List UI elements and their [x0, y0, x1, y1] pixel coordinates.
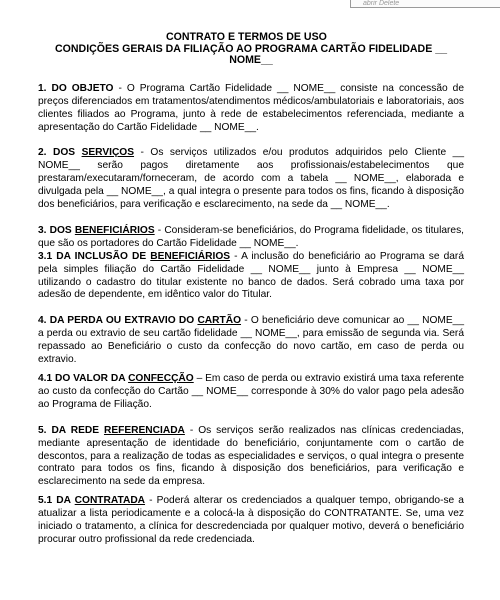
section-heading: 4. DA PERDA OU EXTRAVIO DO CARTÃO — [38, 315, 242, 327]
section-text: - Os serviços serão realizados nas clínicas credenciadas, mediante apresentação de identidade do beneficiário, conjuntamente com o cartão de descontos, para a realização de todas as especialidades e serviços, o qual integra o presente contrato para todos os fins, ficando à disposição dos beneficiários, para verificação e esclarecimento na sede da empresa. — [38, 424, 464, 488]
section-text: – Em caso de perda ou extravio existirá uma taxa referente ao custo da confecção do Cartão __ NOME__ corresponde à 30% do valor pago pela adesão ao Programa de Filiação. — [38, 373, 464, 410]
section-heading: 3.1 DA INCLUSÃO DE BENEFICIÁRIOS — [38, 250, 231, 262]
section-inclusao-beneficiarios — [38, 251, 464, 303]
section-objeto — [38, 83, 464, 135]
section-text: - O Programa Cartão Fidelidade __ NOME__ consiste na concessão de preços diferenciados em tratamentos/atendimentos médicos/ambulatoriais e laboratoriais, aos clientes filiados ao Programa, junto à rede de estabelecimentos referenciada, mediante a apresentação do Cartão Fidelidade __ NOME__. — [38, 82, 464, 133]
toolbar-fragment: abrir Delete — [350, 0, 500, 8]
document-subtitle: CONDIÇÕES GERAIS DA FILIAÇÃO AO PROGRAMA CARTÃO FIDELIDADE __ NOME__ — [55, 42, 447, 67]
section-text: - Consideram-se beneficiários, do Programa fidelidade, os titulares, que são os portadores do Cartão Fidelidade __ NOME__. — [38, 224, 464, 249]
section-heading: 2. DOS SERVIÇOS — [38, 147, 135, 159]
section-heading: 1. DO OBJETO — [38, 82, 114, 94]
section-valor-confeccao — [38, 373, 464, 412]
document-title: CONTRATO E TERMOS DE USO — [166, 31, 327, 43]
section-perda-extravio — [38, 315, 464, 367]
section-heading: 4.1 DO VALOR DA CONFECÇÃO — [38, 373, 194, 384]
section-heading: 5. DA REDE REFERENCIADA — [38, 424, 185, 436]
section-text: - Poderá alterar os credenciados a qualquer tempo, obrigando-se a atualizar a lista periodicamente e a colocá-la à disposição do CONTRATANTE. Se, uma vez iniciado o tratamento, a clínica for descredenciada por qualquer motivo, deverá o beneficiário procurar outro profissional da rede credenciada. — [38, 495, 464, 545]
section-heading: 5.1 DA CONTRATADA — [38, 495, 146, 507]
section-contratada — [38, 495, 464, 547]
section-rede-referenciada — [38, 425, 464, 490]
section-heading: 3. DOS BENEFICIÁRIOS — [38, 224, 155, 236]
contract-document — [38, 32, 464, 547]
section-text: - Os serviços utilizados e/ou produtos adquiridos pelo Cliente __ NOME__ serão pagos diretamente aos profissionais/estabelecimentos que prestaram/executaram/forneceram, de acordo com a tabela __ NOME__, elaborada e divulgada pela __ NOME__, a qual integra o presente para todos os fins, ficando à disposição dos beneficiários, para verificação e esclarecimento, na sede da __ NOME__. — [38, 147, 464, 211]
section-text: - O beneficiário deve comunicar ao __ NOME__ a perda ou extravio de seu cartão fidelidade __ NOME__, para emissão de segunda via. Será repassado ao Beneficiário o custo da confecção do novo cartão, em caso de perda ou extravio. — [38, 315, 464, 366]
section-servicos — [38, 147, 464, 212]
section-beneficiarios — [38, 225, 464, 251]
section-text: - A inclusão do beneficiário ao Programa se dará pela simples filiação do Cartão Fidelidade __ NOME__ junto à Empresa __ NOME__ utilizando o cadastro do titular existente no banco de dados. Será cobrado uma taxa por adesão de dependente, em idêntico valor do Titular. — [38, 250, 464, 301]
